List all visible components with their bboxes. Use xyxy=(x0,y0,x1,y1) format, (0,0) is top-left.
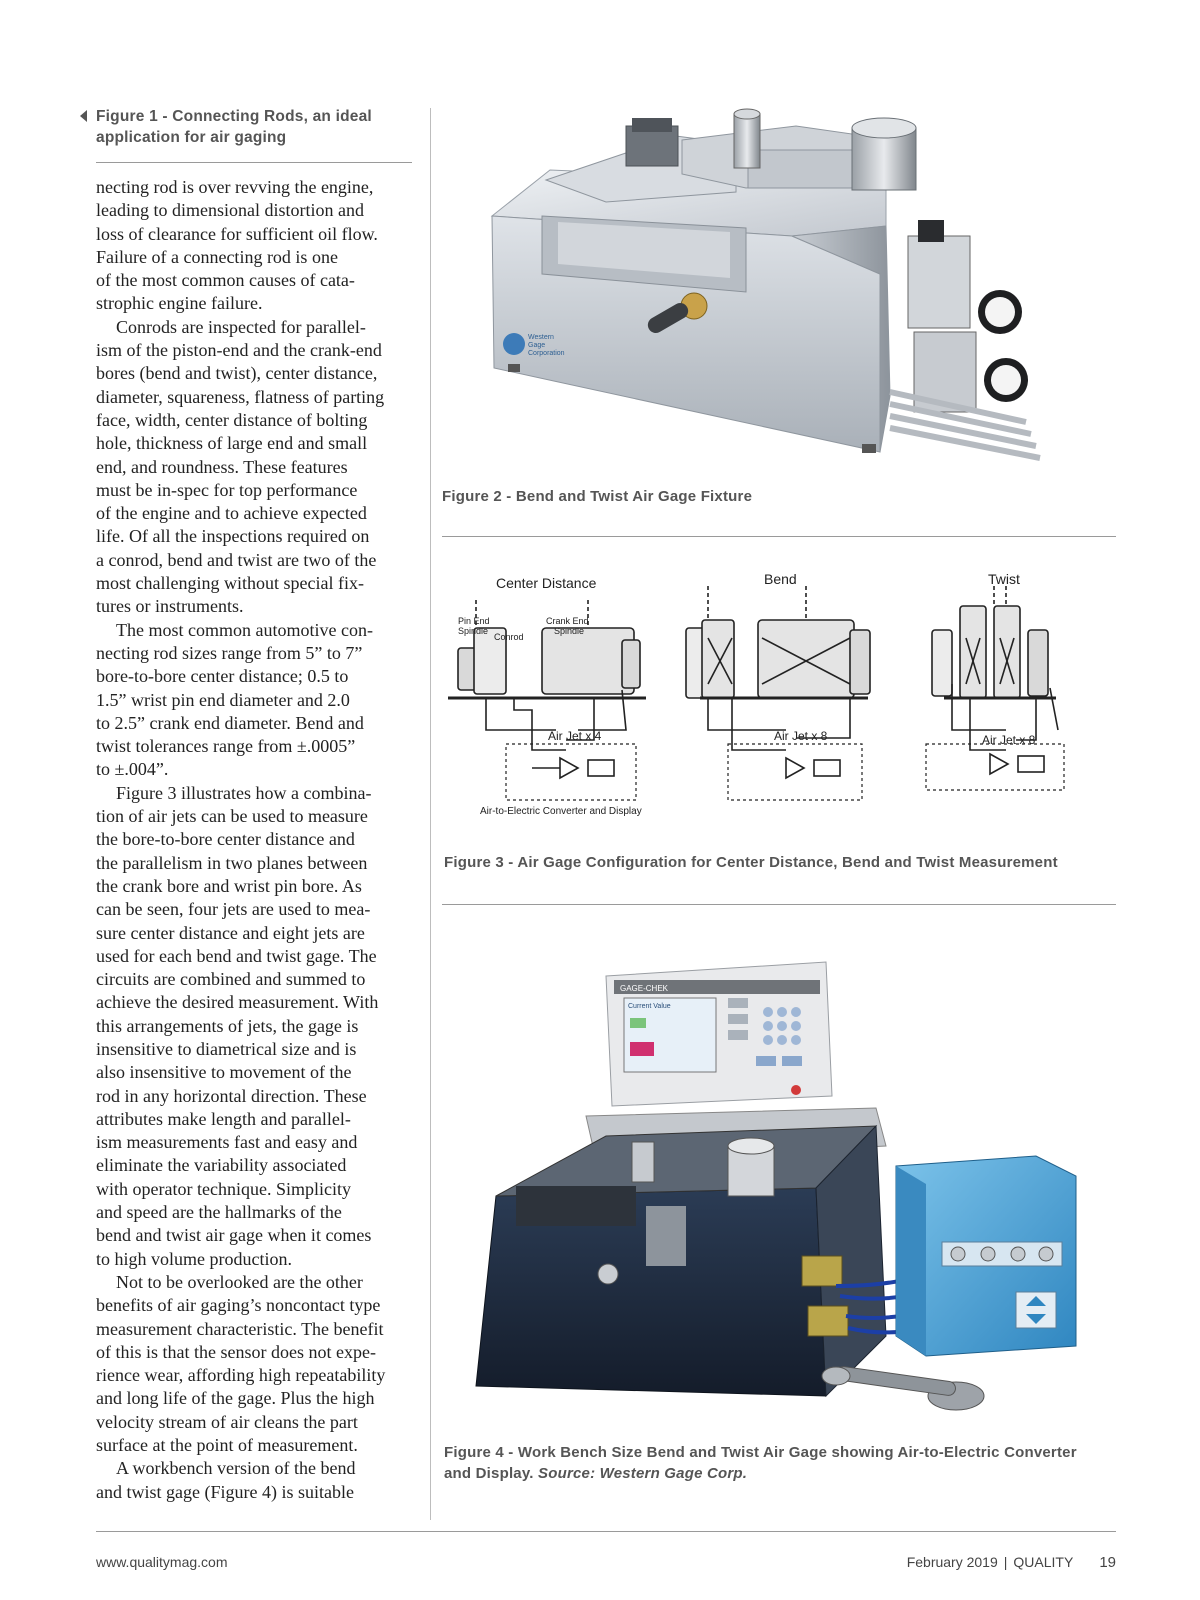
body-line: end, and roundness. These features xyxy=(96,456,348,477)
footer-separator: | xyxy=(1003,1554,1008,1570)
body-line: insensitive to diametrical size and is xyxy=(96,1038,357,1059)
caption-rule xyxy=(96,162,412,163)
body-line: Failure of a connecting rod is one xyxy=(96,246,338,267)
body-line: a conrod, bend and twist are two of the xyxy=(96,549,377,570)
body-line: rod in any horizontal direction. These xyxy=(96,1085,367,1106)
logo-text-3: Corporation xyxy=(528,350,565,357)
body-line: leading to dimensional distortion and xyxy=(96,200,364,221)
figure-1-caption xyxy=(96,106,396,148)
body-line: face, width, center distance of bolting xyxy=(96,409,368,430)
twist-title: Twist xyxy=(988,571,1020,587)
body-line: and long life of the gage. Plus the high xyxy=(96,1388,375,1409)
conrod-label: Conrod xyxy=(494,632,524,642)
crank-spindle-label: Spindle xyxy=(554,626,585,636)
figure-2-fixture-image xyxy=(486,96,1046,474)
body-line: rience wear, affording high repeatability xyxy=(96,1365,386,1386)
body-line: of the engine and to achieve expected xyxy=(96,503,367,524)
caret-left-icon xyxy=(80,110,87,122)
body-line: with operator technique. Simplicity xyxy=(96,1178,351,1199)
article-body xyxy=(96,176,420,1504)
air-jet-8-bend-label: Air Jet x 8 xyxy=(774,729,828,743)
body-line: tion of air jets can be used to measure xyxy=(96,806,368,827)
body-line: circuits are combined and summed to xyxy=(96,969,366,990)
body-line: sure center distance and eight jets are xyxy=(96,922,365,943)
body-line: bores (bend and twist), center distance, xyxy=(96,363,378,384)
body-line: to 2.5” crank end diameter. Bend and xyxy=(96,712,364,733)
body-line: also insensitive to movement of the xyxy=(96,1062,352,1083)
footer-rule xyxy=(96,1531,1116,1532)
body-line: surface at the point of measurement. xyxy=(96,1435,358,1456)
figure-3-caption: Figure 3 - Air Gage Configuration for Center Distance, Bend and Twist Measurement xyxy=(444,854,1058,871)
body-line: 1.5” wrist pin end diameter and 2.0 xyxy=(96,689,350,710)
body-line: and speed are the hallmarks of the xyxy=(96,1202,342,1223)
figure-4-caption-line1: Figure 4 - Work Bench Size Bend and Twist Air Gage showing Air-to-Electric Converter xyxy=(444,1444,1077,1461)
converter-label: Air-to-Electric Converter and Display xyxy=(480,806,642,817)
page-number: 19 xyxy=(1099,1554,1116,1571)
body-line: A workbench version of the bend xyxy=(116,1458,356,1479)
figure-3-rule xyxy=(442,904,1116,905)
figure-1-caption-line1: Figure 1 - Connecting Rods, an ideal xyxy=(96,108,372,125)
body-line: loss of clearance for sufficient oil flow. xyxy=(96,223,378,244)
air-jet-4-label: Air Jet x 4 xyxy=(548,729,602,743)
body-line: used for each bend and twist gage. The xyxy=(96,945,377,966)
figure-4-caption-line2a: and Display. xyxy=(444,1465,539,1482)
body-line: this arrangements of jets, the gage is xyxy=(96,1015,359,1036)
body-line: bend and twist air gage when it comes xyxy=(96,1225,372,1246)
body-line: hole, thickness of large end and small xyxy=(96,433,368,454)
body-line: The most common automotive con- xyxy=(116,619,373,640)
body-line: eliminate the variability associated xyxy=(96,1155,347,1176)
body-line: tures or instruments. xyxy=(96,596,244,617)
body-line: bore-to-bore center distance; 0.5 to xyxy=(96,666,349,687)
body-line: must be in-spec for top performance xyxy=(96,479,358,500)
body-line: diameter, squareness, flatness of parting xyxy=(96,386,385,407)
body-line: life. Of all the inspections required on xyxy=(96,526,370,547)
body-line: Conrods are inspected for parallel- xyxy=(116,316,366,337)
body-line: to high volume production. xyxy=(96,1248,292,1269)
figure-4-caption xyxy=(444,1442,1124,1484)
air-jet-8-twist-label: Air Jet x 8 xyxy=(982,733,1036,747)
footer-url: www.qualitymag.com xyxy=(96,1554,228,1570)
figure-2-rule xyxy=(442,536,1116,537)
footer-magazine: QUALITY xyxy=(1013,1554,1074,1570)
body-line: ism measurements fast and easy and xyxy=(96,1132,358,1153)
logo-text-1: Western xyxy=(528,334,554,341)
bend-title: Bend xyxy=(764,571,797,587)
screen-title: Current Value xyxy=(628,1003,671,1010)
body-line: benefits of air gaging’s noncontact type xyxy=(96,1295,381,1316)
footer-issue xyxy=(907,1554,1116,1571)
figure-4-source: Source: Western Gage Corp. xyxy=(538,1465,748,1482)
column-divider xyxy=(430,108,431,1520)
body-line: attributes make length and parallel- xyxy=(96,1108,351,1129)
screen-brand: GAGE-CHEK xyxy=(620,984,669,993)
body-line: to ±.004”. xyxy=(96,759,169,780)
body-line: achieve the desired measurement. With xyxy=(96,992,379,1013)
pin-spindle-label: Spindle xyxy=(458,626,489,636)
pin-end-label: Pin End xyxy=(458,616,490,626)
footer-date: February 2019 xyxy=(906,1554,998,1570)
body-line: strophic engine failure. xyxy=(96,293,263,314)
body-line: twist tolerances range from ±.0005” xyxy=(96,736,356,757)
body-line: the crank bore and wrist pin bore. As xyxy=(96,875,362,896)
body-line: velocity stream of air cleans the part xyxy=(96,1411,358,1432)
body-line: and twist gage (Figure 4) is suitable xyxy=(96,1481,354,1502)
body-line: necting rod is over revving the engine, xyxy=(96,177,374,197)
logo-text-2: Gage xyxy=(528,342,546,349)
figure-4-workbench-image xyxy=(456,956,1116,1416)
body-line: can be seen, four jets are used to mea- xyxy=(96,899,371,920)
western-gage-logo-icon xyxy=(503,333,525,355)
center-distance-title: Center Distance xyxy=(496,575,597,591)
figure-1-caption-line2: application for air gaging xyxy=(96,129,287,146)
figure-2-caption: Figure 2 - Bend and Twist Air Gage Fixture xyxy=(442,488,753,505)
body-line: of this is that the sensor does not expe- xyxy=(96,1341,376,1362)
body-line: Figure 3 illustrates how a combina- xyxy=(116,782,372,803)
body-line: Not to be overlooked are the other xyxy=(116,1271,363,1292)
body-line: the parallelism in two planes between xyxy=(96,852,368,873)
body-line: necting rod sizes range from 5” to 7” xyxy=(96,642,363,663)
body-line: of the most common causes of cata- xyxy=(96,270,355,291)
body-line: measurement characteristic. The benefit xyxy=(96,1318,384,1339)
crank-end-label: Crank End xyxy=(546,616,589,626)
figure-3-diagram xyxy=(446,571,1116,830)
body-line: most challenging without special fix- xyxy=(96,573,364,594)
body-line: ism of the piston-end and the crank-end xyxy=(96,340,382,361)
body-line: the bore-to-bore center distance and xyxy=(96,829,355,850)
